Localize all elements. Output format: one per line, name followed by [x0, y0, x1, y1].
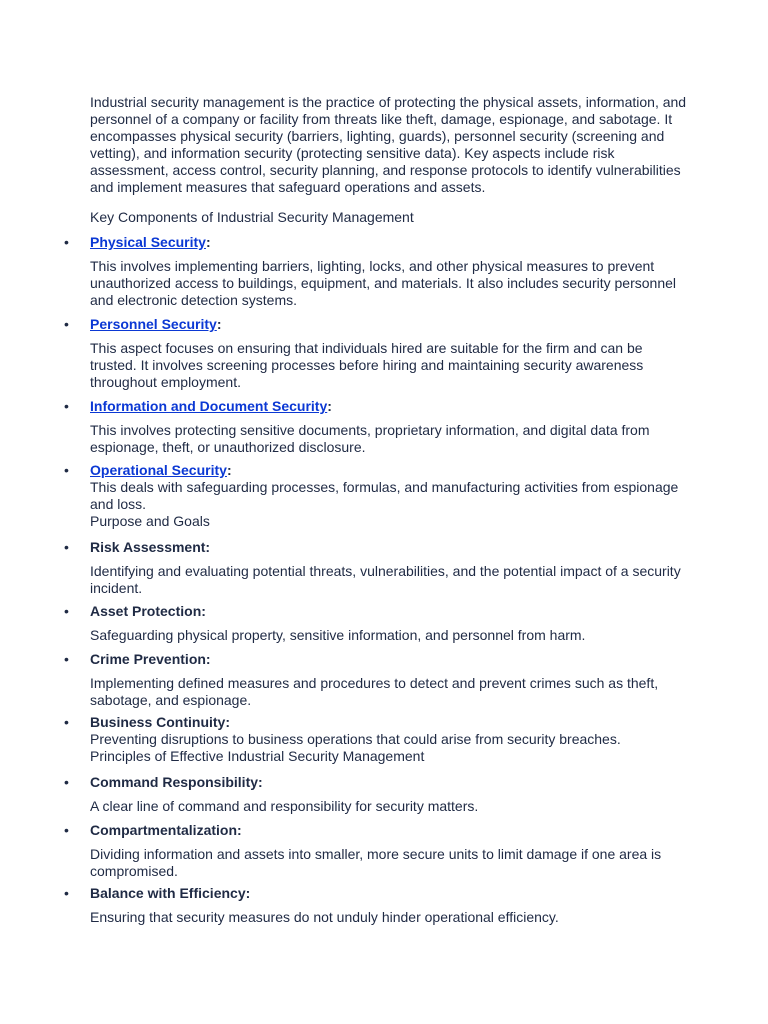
list-item-operational-security: [64, 462, 690, 530]
list-item-physical-security: [64, 234, 690, 309]
item-colon: :: [216, 316, 222, 332]
item-title: Compartmentalization:: [90, 822, 242, 838]
item-title: Asset Protection:: [90, 603, 206, 619]
link-personnel-security[interactable]: Personnel Security: [90, 316, 217, 332]
item-title: Risk Assessment:: [90, 539, 211, 555]
item-title: Business Continuity:: [90, 714, 231, 730]
bullet-icon: •: [64, 603, 69, 619]
item-description: This involves protecting sensitive documents, proprietary information, and digital data from espionage, theft, or unauthorized disclosure.: [90, 422, 650, 455]
bullet-icon: •: [64, 462, 69, 478]
bullet-icon: •: [64, 714, 69, 730]
list-item-command-responsibility: [64, 774, 690, 815]
bullet-icon: •: [64, 651, 69, 667]
bullet-icon: •: [64, 234, 69, 250]
list-item-business-continuity: [64, 714, 690, 765]
item-description: Implementing defined measures and procedures to detect and prevent crimes such as theft, sabotage, and espionage.: [90, 675, 659, 708]
list-item-compartmentalization: [64, 822, 690, 880]
list-item-balance-with-efficiency: [64, 885, 690, 926]
item-description: Preventing disruptions to business operations that could arise from security breaches.: [90, 731, 621, 747]
link-physical-security[interactable]: Physical Security: [90, 234, 206, 250]
list-item-risk-assessment: [64, 539, 690, 597]
item-title: Command Responsibility:: [90, 774, 263, 790]
item-title: Balance with Efficiency:: [90, 885, 251, 901]
item-description: This aspect focuses on ensuring that individuals hired are suitable for the firm and can be trusted. It involves screening processes before hiring and maintaining security awareness throughout employment.: [90, 340, 644, 390]
intro-paragraph: Industrial security management is the practice of protecting the physical assets, information, and personnel of a company or facility from threats like theft, damage, espionage, and sabotage. It encompasses physical security (barriers, lighting, guards), personnel security (screening and vetting), and information security (protecting sensitive data). Key aspects include risk assessment, access control, security planning, and response protocols to identify vulnerabilities and implement measures that safeguard operations and assets.: [90, 94, 687, 195]
bullet-icon: •: [64, 822, 69, 838]
item-colon: :: [205, 234, 211, 250]
link-operational-security[interactable]: Operational Security: [90, 462, 227, 478]
bullet-icon: •: [64, 316, 69, 332]
item-description: This deals with safeguarding processes, formulas, and manufacturing activities from espionage and loss.: [90, 479, 679, 512]
list-item-information-document-security: [64, 398, 690, 456]
item-description: This involves implementing barriers, lighting, locks, and other physical measures to prevent unauthorized access to buildings, equipment, and materials. It also includes security personnel and electronic detection systems.: [90, 258, 676, 308]
bullet-icon: •: [64, 774, 69, 790]
bullet-icon: •: [64, 539, 69, 555]
item-description: Ensuring that security measures do not unduly hinder operational efficiency.: [90, 909, 559, 925]
list-item-asset-protection: [64, 603, 690, 644]
item-description: Identifying and evaluating potential threats, vulnerabilities, and the potential impact of a security incident.: [90, 563, 681, 596]
item-title: Crime Prevention:: [90, 651, 211, 667]
item-description: Dividing information and assets into smaller, more secure units to limit damage if one area is compromised.: [90, 846, 662, 879]
link-information-document-security[interactable]: Information and Document Security: [90, 398, 328, 414]
item-description: Safeguarding physical property, sensitive information, and personnel from harm.: [90, 627, 586, 643]
list-item-crime-prevention: [64, 651, 690, 709]
section-heading: Key Components of Industrial Security Management: [90, 209, 414, 225]
item-colon: :: [226, 462, 232, 478]
bullet-icon: •: [64, 398, 69, 414]
bullet-icon: •: [64, 885, 69, 901]
subheading-purpose-and-goals: Purpose and Goals: [90, 513, 210, 529]
list-item-personnel-security: [64, 316, 690, 391]
item-description: A clear line of command and responsibility for security matters.: [90, 798, 479, 814]
item-colon: :: [327, 398, 332, 414]
subheading-principles: Principles of Effective Industrial Security Management: [90, 748, 425, 764]
